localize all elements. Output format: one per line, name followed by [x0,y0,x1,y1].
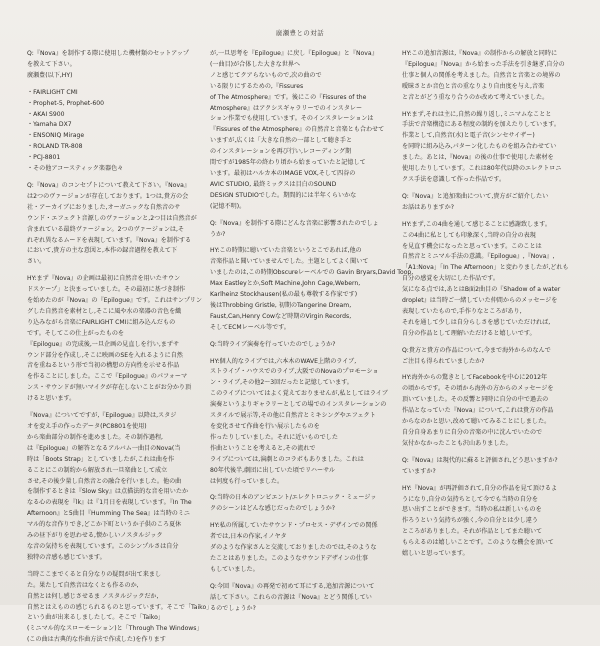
text-line: 表現していたもので,手作りなところがあり, [402,307,522,315]
text-line: な音の気持ちを表現しています。このシンプルさは自分 [27,542,179,550]
text-line: ました。あとは,『Nova』の後の仕事で使用した素材を [402,154,554,162]
text-line: において,貴方の主な意図と,本作の録音過程を教えて下 [27,247,178,255]
text-line: は何度も行っていました。 [210,477,284,485]
text-line: が,一旦思考を『Epilogue』に戻し『Epilogue』と『Nova』 [210,50,378,57]
text-line: スタイルで展示等,その他に自然音とミキシングやエフェクト [210,412,376,420]
text-line: (一曲目)が合体した大きな世界へ [210,60,301,68]
text-line: は『Epilogue』の解答となるアルバム一曲目のNova(当 [27,444,181,452]
text-line: 自分の作品として理解いただけると嬉しいです。 [402,329,536,337]
text-line: いますが,広くは「大きな自然の一部として聴き手と [210,137,353,145]
text-line: 手法で音楽構造にある程度の制約を加えたりしています。 [402,121,560,129]
column-1 [27,49,212,646]
text-line: 作品となっていた『Nova』について,これは貴方の作品 [402,407,554,415]
text-line: 話して下さい。これらの音源は『Nova』とどう関係してい [210,593,372,601]
text-line: (この曲は古典的な作曲方法で作成した)を作ります [27,636,166,644]
text-line: 気付かなかったことも沢山ありました。 [402,439,512,447]
text-line: もらえるのは嬉しいことです。このような機会を頂いて [402,539,554,547]
text-line: 後はThrobbing Gristle, 初期のTangerine Dream, [210,301,352,309]
text-line: います。最初はハルカ本のIMAGE VOX,そして四谷の [210,169,356,177]
column-2 [210,49,413,615]
text-line: から楽曲部分の制作を進めました。その制作過程, [27,433,163,441]
text-line: ドスケープ」と決まっていました。その最初に基づき制作 [27,286,186,294]
text-line: 頂いていました。その反響と同時に自分の中で過去の [402,396,549,404]
text-line: 時は「Boots Strap」としていましたが,これは曲を作 [27,455,175,463]
text-line: うか? [210,230,226,238]
text-line: を制作するときは『Slow Sky』は点描法的な音を用いたか [27,488,189,496]
text-line: いましたのは,この時期Obscureレーベルでの Gavin Bryars,David Toop, [210,269,414,277]
text-line: HY:まず『Nova』の企画は最初に自然音を用いたサウン [27,275,181,283]
text-line: クス手法を意識して作った作品です。 [402,175,506,183]
text-line: ご注目も得られていましたか? [402,357,485,365]
text-line: 気になる点では,あとはB面2曲目の『Shadow of a water [402,286,561,294]
text-line: ・ROLAND TR-808 [27,143,83,151]
text-line: 80年代後半,劇団に出していた頃でリハーサル [210,466,335,474]
text-line: を教えて下さい。 [27,60,76,68]
text-line: ウンド部分を作成し,そこに映画のSEを入れるように自然 [27,351,183,359]
text-line: を同時に組み込み,パターン化したものを組み合わせてい [402,143,557,151]
text-line: です。そしてこの仕上がったものを [27,329,125,337]
text-line: いる限りにするための,『Fissures [210,82,304,90]
text-line: 嬉しいと思っています。 [402,550,469,558]
text-line: ライブについては,演劇とのコラボもありました。これは [210,455,364,463]
text-line: (ミニマル的なスローモーション)と「Through The Windows」 [27,625,203,633]
text-line: けると思います。 [27,395,76,403]
text-line: ・Prophet-5, Prophet-600 [27,99,104,107]
text-line: HY:海外からの驚きとしてFacebookを中心に2012年 [402,374,548,382]
text-line: ・その他アコースティック楽器色々 [27,165,124,173]
text-line: それを通して少しは自分らしさを感じていただければ, [402,318,551,326]
text-line: Atmosphere』はアクシスギャラリーでのインスタレー [210,104,363,112]
text-line: れぞれ異なるムードを表現しています。『Nova』を制作する [27,236,192,244]
text-line: Q:『Nova』のコンセプトについて教えて下さい。『Nova』 [27,181,190,189]
text-line: ・AKAI S900 [27,110,65,118]
text-line: Q:今回『Nova』の再発で初めて耳にする,追加音源について [210,582,375,590]
text-line: 使用したりしています。これは80年代以降のエレクトロニ [402,165,562,173]
text-line: 演奏というよりギャラリーとしての場でのインスタレーションの [210,401,387,409]
text-line: 間ですが1985年の終わり頃から始まっていたと記憶して [210,159,366,167]
text-line: AVIC STUDIO, 最終ミックスは目白のSOUND [210,180,337,188]
text-line: 自分自身あまりに自分の音楽の中に沈んでいたので [402,429,543,436]
text-line: は2つのヴァージョンが存在しております。1つは,貴方の会 [27,192,189,200]
text-line: を変化させて作曲を行い展示したものを [210,423,320,430]
text-line: 『Epilogue』『Nova』から始まった手法を引き継ぎ,自分の [402,60,565,68]
text-line: ることにこの制約から解放され一旦楽曲として成立 [27,466,168,474]
text-line: ていますか? [402,467,436,475]
text-line: 曖昧さとか音色と音の重なりより自由度を与え,音楽 [402,82,545,90]
text-line: 仕事と個人の関係を考えました。自然音と音楽との境界の [402,71,561,79]
text-line: を作ることにしました。ここで『Epilogue』のパフォーマ [27,373,188,381]
text-line: たことはありました。このようなサウンドデザインの仕事 [210,554,369,562]
text-line: 自然音とミニマル手法の意識。『Epilogue』,『Nova』, [402,253,555,261]
text-line: ストライプ・ハウスでのライブ,大阪でのNovaのプロモーショ [210,368,379,376]
text-line: 『Nova』についてですが,『Epilogue』以降は,スタジ [27,412,177,420]
text-line: ダのような作家さんと交流しておりましたのでは,そのような [210,544,377,552]
text-line: の頃からです。その頃から海外の方からのメッセージを [402,385,554,393]
text-line: HY:この時期に聴いていた音楽というとこであれば,他の [210,247,362,255]
text-line: Q:当時ライブ演奏を行っていたのでしょうか? [210,340,336,348]
text-line: 作業として,自然音(水)と電子音(シンセサイザー) [402,132,535,140]
column-3 [402,49,569,560]
text-line: Q:『Nova』を制作する際にどんな音楽に影響されたのでしょ [210,219,379,227]
text-line: うになり,自分の気持ちとして今でも当時の自分を [402,495,538,503]
text-line: Max Eastleyとか,Soft Machine,John Cage,Webern, [210,280,361,288]
text-line: 独特の音感も感じています。 [27,553,106,561]
text-line: Faust,Can,Henry Cowなど時期のVirgin Records, [210,312,352,320]
text-line: 自分の感覚を大切にした作品です。 [402,275,500,283]
text-line: た。果たして自然音はなくとも作るのか, [27,581,139,589]
text-line: ・Yamaha DX7 [27,121,72,129]
text-line: 自然とはえものの感じられるものと思っています。そこで「Taiko」 [27,603,213,611]
text-line: さい。 [27,258,46,266]
text-line: させ,その後少量し自然音との融合を行いました。他の曲 [27,477,182,485]
text-line: この4曲に私としても印象深く,当時の自分の表現 [402,231,536,239]
text-line: droplet』は当時ご一緒していた仲間からのメッセージを [402,297,558,305]
text-line: DESIGN STUDIOでした。期間的には半年くらいかな [210,191,357,199]
text-line: グした自然音を素材とし,そこに風や水の楽器の音色を織 [27,307,182,315]
text-line: 『Fissures of the Atmosphere』の自然音と音楽とも合わせて [210,126,385,134]
text-line: 音楽作品と聞いていませんでした。主題としてよく聞いて [210,258,369,266]
text-line: 者では,日本の作家,イノヤタ [210,533,287,541]
text-line: そしてECMレーベル等です。 [210,323,290,331]
text-line: HY:私の所属していたサウンド・プロセス・デザインでの関係 [210,522,378,530]
text-line: HY:まず,それは主に,自然の繰り返し,ミニマムなことと [402,110,552,118]
text-line: なる心の表現を『lk』は『1月日を表現しています。『In The [27,499,192,507]
text-line: お話はありますか? [402,203,454,211]
text-line: るのでしょうか? [210,604,256,612]
text-line: 社・アーカイブにおりました,オーガニックな自然音のサ [27,203,181,211]
text-line: このライブについてはよく覚えておりませんが,私としてはライブ [210,390,388,398]
text-line: みの昼下がりを思わせる,懐かしいノスタルジック [27,532,163,540]
text-line: ン・ライブ,その他2〜3回だったと記憶しています。 [210,379,353,387]
text-line: HY:まず,この4曲を通して感じることに感謝致します。 [402,220,551,228]
text-line: Afternoon』と5曲目『Humming The Sea』は当時のミニ [27,510,191,518]
text-line: クのシーンはどんな感じだったのでしょうか? [210,505,335,513]
text-line: HY:『Nova』が再評価されて,自分の作品を見て頂けるよ [402,484,558,492]
text-line: 自然とは何し感じさせるま ノスタルジックだか, [27,592,159,600]
text-line: Q:『Nova』と追加楽曲について,貴方がご紹介したい [402,192,549,200]
text-line: 作曲ということを考えると,その流れで [210,444,316,452]
text-line: ・ENSONIQ Mirage [27,132,85,140]
text-line: と音とがどう重なり合うのか改めて考えていました。 [402,93,549,101]
text-line: Q:当時の日本のアンビエント/エレクトロニック・ミュージッ [210,494,377,502]
text-line: という曲が出来るしましたして。そこで「Taiko」 [27,614,164,622]
text-line: Q:『Nova』を制作する際に使用した機材類のセットアップ [27,50,190,57]
text-line: り込みながら音楽にFAIRLIGHT CMIに組み込んだもの [27,318,176,326]
text-line: 『Epilogue』の完成後,一旦企画の見直しを行い,まずサ [27,340,180,348]
text-line: ・PCJ-8801 [27,154,61,162]
text-line: を見直す機会になったと思っています。このことは [402,242,542,250]
text-line: のインスタレーションを再び行い,レコーディング期 [210,148,352,156]
text-line: of The Atmosphere』です。後にこの『Fissures of the [210,93,367,101]
text-line: 含まれている最終ヴァージョン。2つのヴァージョンは,そ [27,225,185,233]
text-line: ンス・サウンドが無いマイクが存在しないことがお分かり頂 [27,384,192,392]
text-line: マル的な音作りでき,どこか下町というか子供のころ夏休 [27,521,182,529]
text-line: 廣瀬豊(以下,HY) [27,71,73,79]
text-line: ション作業でも使用しています。そのインスタレーションは [210,115,374,123]
text-line: からなのかと思い,改めて聴いてみることにしました。 [402,418,551,426]
text-line: 「A1:Nova」「In The Afternoon」と変わりましたが,どれも [402,264,569,272]
text-line: Q:『Nova』は現代的に蘇ると評価され,どう思いますか? [402,456,558,464]
text-line: ところがありました。それが作品としてまた聴いて [402,528,543,536]
text-line: Q:貴方と貴方の作品について,今まで海外からのなんで [402,346,551,354]
text-line: 作ったりしていました。それに近いものでした [210,433,338,441]
text-line: 当時ここまでくると自分なりの疑問が出て来まし [27,570,162,578]
page-title: 廣瀬豊との対話 [275,29,325,37]
text-line: ノと感じてクアらないもので,次の曲ので [210,71,322,79]
text-line: もしていました。 [210,565,259,573]
text-line: HY:個人的なライブでは,六本木のWAVE上階のライブ, [210,357,357,365]
text-line: ・FAIRLIGHT CMI [27,88,78,96]
text-line: 思い出すことができます。当時の私は新しいものを [402,506,542,514]
text-line: (記憶不明)。 [210,202,246,210]
text-line: 作ろうという気持ちが強く,今の自分とは少し違う [402,517,538,525]
text-line: を始めたのが『Nova』の『Epilogue』です。これはサンプリン [27,297,202,305]
text-line: HY:この追加音源は,『Nova』の制作からの解放と同時に [402,50,558,57]
text-line: ウンド・エフェクト音源しのヴァージョンと,2つ目は自然音が [27,214,197,222]
text-line: オを変え手の作ったデータ(PC8801を使用) [27,423,147,430]
text-line: 音を重ねるという形で当初の構想の方向性を示せる作品 [27,362,180,370]
text-line: Karlheinz Stockhausen(私の最も尊敬する作家です) [210,291,358,299]
